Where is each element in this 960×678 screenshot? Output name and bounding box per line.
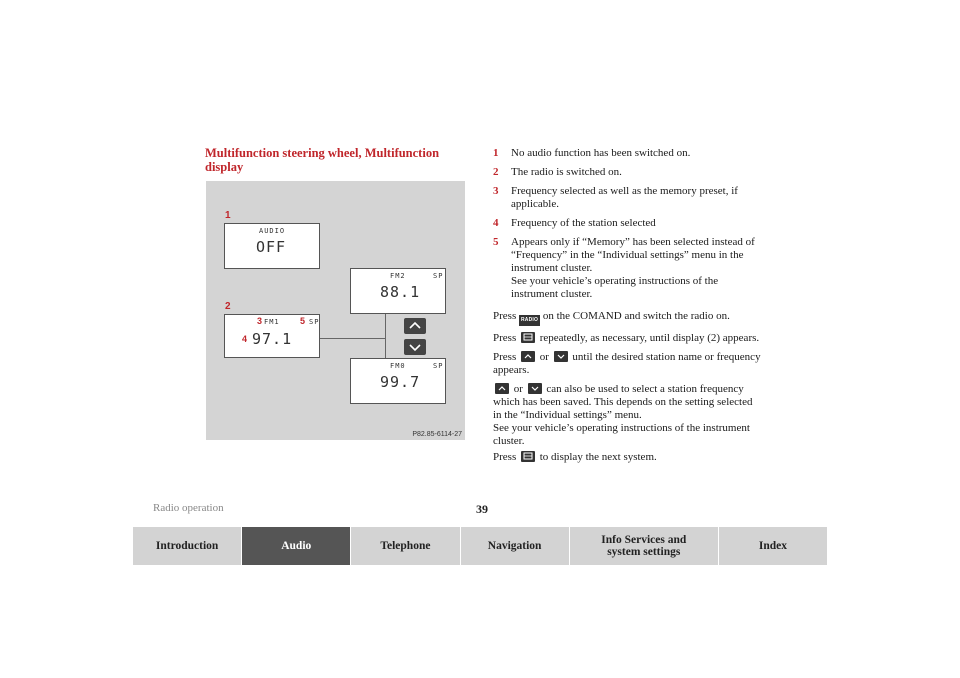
step-text: The radio is switched on. bbox=[511, 166, 622, 178]
text: Press bbox=[493, 332, 517, 344]
section-heading: Multifunction steering wheel, Multifunction display bbox=[205, 146, 440, 174]
down-arrow-key-icon bbox=[554, 351, 568, 362]
step-text: No audio function has been switched on. bbox=[511, 147, 691, 159]
text: See your vehicle’s operating instructions of the instrument cluster. bbox=[493, 422, 750, 447]
step-number: 2 bbox=[493, 166, 499, 178]
display-frequency: 99.7 bbox=[380, 373, 421, 391]
tab-introduction[interactable]: Introduction bbox=[133, 527, 242, 565]
page-number: 39 bbox=[476, 502, 488, 516]
up-arrow-key-icon bbox=[495, 383, 509, 394]
text: Press bbox=[493, 310, 517, 322]
down-arrow-key-icon bbox=[528, 383, 542, 394]
text: can also be used to select a station frequency which has been saved. This depends on the setting selected in the “Individual settings” menu. bbox=[493, 383, 753, 421]
footer-section-title: Radio operation bbox=[153, 502, 224, 514]
display-audio-off bbox=[224, 223, 320, 269]
display-fm1 bbox=[224, 314, 320, 358]
tab-navigation[interactable]: Navigation bbox=[461, 527, 570, 565]
step-number: 4 bbox=[493, 217, 499, 229]
display-band: FM1 bbox=[264, 318, 280, 326]
figure-code: P82.85-6114-27 bbox=[412, 431, 462, 438]
callout-2: 2 bbox=[225, 301, 231, 312]
step-item bbox=[493, 166, 763, 179]
callout-4: 4 bbox=[242, 334, 248, 344]
callout-5: 5 bbox=[300, 316, 306, 326]
step-item bbox=[493, 217, 763, 230]
step-number: 5 bbox=[493, 236, 499, 248]
connector-line bbox=[320, 338, 385, 339]
text: to display the next system. bbox=[539, 451, 657, 463]
down-arrow-key-icon bbox=[404, 339, 426, 355]
text: or bbox=[539, 351, 549, 363]
callout-1: 1 bbox=[225, 210, 231, 221]
callout-3: 3 bbox=[257, 316, 263, 326]
paragraph-radio-on bbox=[493, 310, 763, 326]
display-fm0 bbox=[350, 358, 446, 404]
text: on the COMAND and switch the radio on. bbox=[542, 310, 730, 322]
chapter-tabs bbox=[133, 527, 827, 565]
tab-info-services[interactable]: Info Services and system settings bbox=[570, 527, 719, 565]
step-number: 1 bbox=[493, 147, 499, 159]
step-text: Frequency of the station selected bbox=[511, 217, 656, 229]
step-text: Appears only if “Memory” has been selected instead of “Frequency” in the “Individual settings” menu in the instrument cluster. bbox=[511, 236, 755, 274]
text: repeatedly, as necessary, until display (2) appears. bbox=[539, 332, 760, 344]
paragraph-next-system bbox=[493, 451, 763, 464]
step-text: Frequency selected as well as the memory preset, if applicable. bbox=[511, 185, 738, 210]
connector-line bbox=[385, 314, 386, 358]
text: Press bbox=[493, 351, 517, 363]
display-key-icon bbox=[521, 332, 535, 343]
text: Press bbox=[493, 451, 517, 463]
display-sp: SP bbox=[309, 318, 320, 326]
paragraph-select-display bbox=[493, 332, 763, 345]
step-text: See your vehicle’s operating instructions of the instrument cluster. bbox=[511, 275, 719, 300]
paragraph-saved-stations bbox=[493, 383, 763, 448]
step-item bbox=[493, 147, 763, 160]
step-number: 3 bbox=[493, 185, 499, 197]
instructions bbox=[493, 147, 763, 470]
display-key-icon bbox=[521, 451, 535, 462]
figure-display-illustration bbox=[206, 181, 465, 440]
up-arrow-key-icon bbox=[521, 351, 535, 362]
display-label: AUDIO bbox=[259, 227, 286, 235]
step-item bbox=[493, 236, 763, 301]
up-arrow-key-icon bbox=[404, 318, 426, 334]
step-item bbox=[493, 185, 763, 211]
display-frequency: 97.1 bbox=[252, 330, 293, 348]
display-band: FM0 bbox=[390, 362, 406, 370]
tab-telephone[interactable]: Telephone bbox=[351, 527, 460, 565]
display-band: FM2 bbox=[390, 272, 406, 280]
display-sp: SP bbox=[433, 362, 444, 370]
display-frequency: 88.1 bbox=[380, 283, 421, 301]
text: or bbox=[513, 383, 523, 395]
tab-index[interactable]: Index bbox=[719, 527, 827, 565]
display-sp: SP bbox=[433, 272, 444, 280]
paragraph-station-select bbox=[493, 351, 763, 377]
tab-audio[interactable]: Audio bbox=[242, 527, 351, 565]
display-value: OFF bbox=[256, 238, 287, 256]
text: until the desired station name or frequency appears. bbox=[493, 351, 761, 376]
display-fm2 bbox=[350, 268, 446, 314]
radio-key-icon: RADIO bbox=[519, 315, 540, 326]
